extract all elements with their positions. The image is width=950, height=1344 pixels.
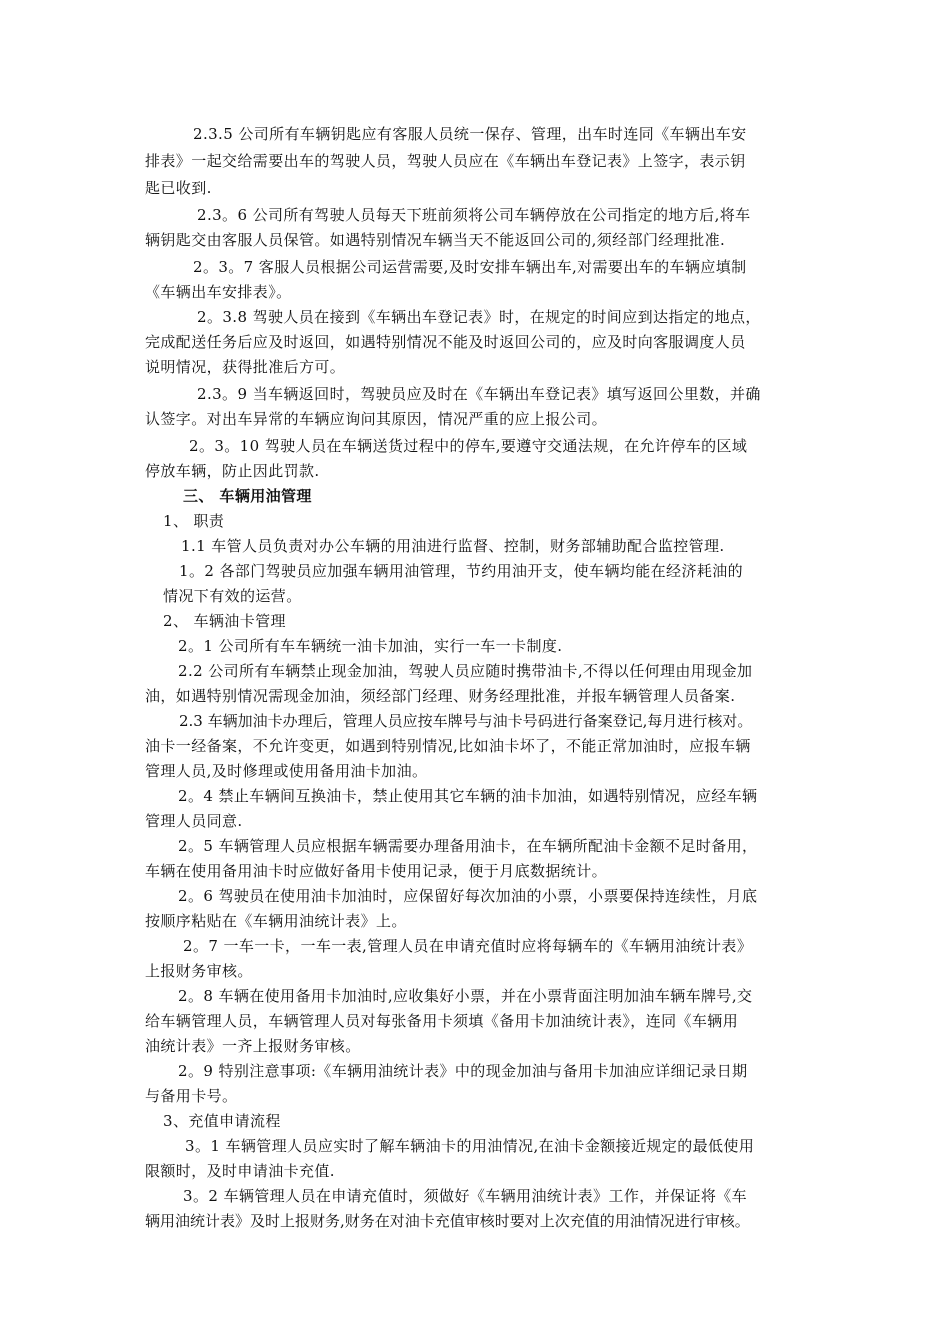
text-line: 2.3。9 当车辆返回时，驾驶员应及时在《车辆出车登记表》填写返回公里数，并确 xyxy=(197,385,761,403)
subsection-heading: 3、充值申请流程 xyxy=(163,1112,281,1130)
text-line: 按顺序粘贴在《车辆用油统计表》上。 xyxy=(145,912,407,930)
text-line: 管理人员同意. xyxy=(145,812,243,830)
text-line: 管理人员,及时修理或使用备用油卡加油。 xyxy=(145,762,428,780)
text-line: 2。3。7 客服人员根据公司运营需要,及时安排车辆出车,对需要出车的车辆应填制 xyxy=(193,258,747,276)
text-line: 辆用油统计表》及时上报财务,财务在对油卡充值审核时要对上次充值的用油情况进行审核。 xyxy=(145,1212,750,1230)
text-line: 2。3.8 驾驶人员在接到《车辆出车登记表》时，在规定的时间应到达指定的地点， xyxy=(197,308,761,326)
text-line: 2。3。10 驾驶人员在车辆送货过程中的停车,要遵守交通法规，在允许停车的区域 xyxy=(189,437,748,455)
text-line: 情况下有效的运营。 xyxy=(163,587,302,605)
text-line: 3。1 车辆管理人员应实时了解车辆油卡的用油情况,在油卡金额接近规定的最低使用 xyxy=(185,1137,755,1155)
text-line: 排表》一起交给需要出车的驾驶人员，驾驶人员应在《车辆出车登记表》上签字，表示钥 xyxy=(145,152,746,170)
text-line: 限额时，及时申请油卡充值. xyxy=(145,1162,335,1180)
text-line: 1。2 各部门驾驶员应加强车辆用油管理，节约用油开支，使车辆均能在经济耗油的 xyxy=(179,562,744,580)
text-line: 2。1 公司所有车车辆统一油卡加油，实行一车一卡制度. xyxy=(178,637,563,655)
text-line: 2。5 车辆管理人员应根据车辆需要办理备用油卡，在车辆所配油卡金额不足时备用， xyxy=(178,837,758,855)
subsection-heading: 1、 职责 xyxy=(163,512,225,530)
text-line: 说明情况，获得批准后方可。 xyxy=(145,358,346,376)
text-line: 辆钥匙交由客服人员保管。如遇特别情况车辆当天不能返回公司的,须经部门经理批准. xyxy=(145,231,726,249)
text-line: 油，如遇特别情况需现金加油，须经部门经理、财务经理批准，并报车辆管理人员备案. xyxy=(145,687,736,705)
text-line: 2.2 公司所有车辆禁止现金加油，驾驶人员应随时携带油卡,不得以任何理由用现金加 xyxy=(178,662,753,680)
text-line: 2.3.5 公司所有车辆钥匙应有客服人员统一保存、管理，出车时连同《车辆出车安 xyxy=(193,125,747,143)
section-heading: 三、 车辆用油管理 xyxy=(183,487,312,505)
text-line: 2。4 禁止车辆间互换油卡，禁止使用其它车辆的油卡加油，如遇特别情况，应经车辆 xyxy=(178,787,758,805)
text-line: 与备用卡号。 xyxy=(145,1087,238,1105)
text-line: 3。2 车辆管理人员在申请充值时，须做好《车辆用油统计表》工作，并保证将《车 xyxy=(183,1187,748,1205)
text-line: 给车辆管理人员，车辆管理人员对每张备用卡须填《备用卡加油统计表》，连同《车辆用 xyxy=(145,1012,739,1030)
text-line: 《车辆出车安排表》。 xyxy=(145,283,292,301)
text-line: 1.1 车管人员负责对办公车辆的用油进行监督、控制，财务部辅助配合监控管理. xyxy=(181,537,725,555)
text-line: 匙已收到. xyxy=(145,179,212,197)
text-line: 2。9 特别注意事项:《车辆用油统计表》中的现金加油与备用卡加油应详细记录日期 xyxy=(178,1062,748,1080)
text-line: 油卡一经备案，不允许变更，如遇到特别情况,比如油卡坏了，不能正常加油时，应报车辆 xyxy=(145,737,751,755)
text-line: 2。8 车辆在使用备用卡加油时,应收集好小票，并在小票背面注明加油车辆车牌号,交 xyxy=(178,987,753,1005)
text-line: 停放车辆，防止因此罚款. xyxy=(145,462,320,480)
text-line: 完成配送任务后应及时返回，如遇特别情况不能及时返回公司的，应及时向客服调度人员 xyxy=(145,333,746,351)
text-line: 油统计表》一齐上报财务审核。 xyxy=(145,1037,361,1055)
text-line: 2。6 驾驶员在使用油卡加油时，应保留好每次加油的小票，小票要保持连续性，月底 xyxy=(178,887,758,905)
subsection-heading: 2、 车辆油卡管理 xyxy=(163,612,286,630)
text-line: 2.3 车辆加油卡办理后，管理人员应按车牌号与油卡号码进行备案登记,每月进行核对。 xyxy=(179,712,753,730)
text-line: 2。7 一车一卡，一车一表,管理人员在申请充值时应将每辆车的《车辆用油统计表》 xyxy=(183,937,753,955)
text-line: 2.3。6 公司所有驾驶人员每天下班前须将公司车辆停放在公司指定的地方后,将车 xyxy=(197,206,751,224)
text-line: 车辆在使用备用油卡时应做好备用卡使用记录，便于月底数据统计。 xyxy=(145,862,608,880)
text-line: 认签字。对出车异常的车辆应询问其原因，情况严重的应上报公司。 xyxy=(145,410,608,428)
text-line: 上报财务审核。 xyxy=(145,962,253,980)
